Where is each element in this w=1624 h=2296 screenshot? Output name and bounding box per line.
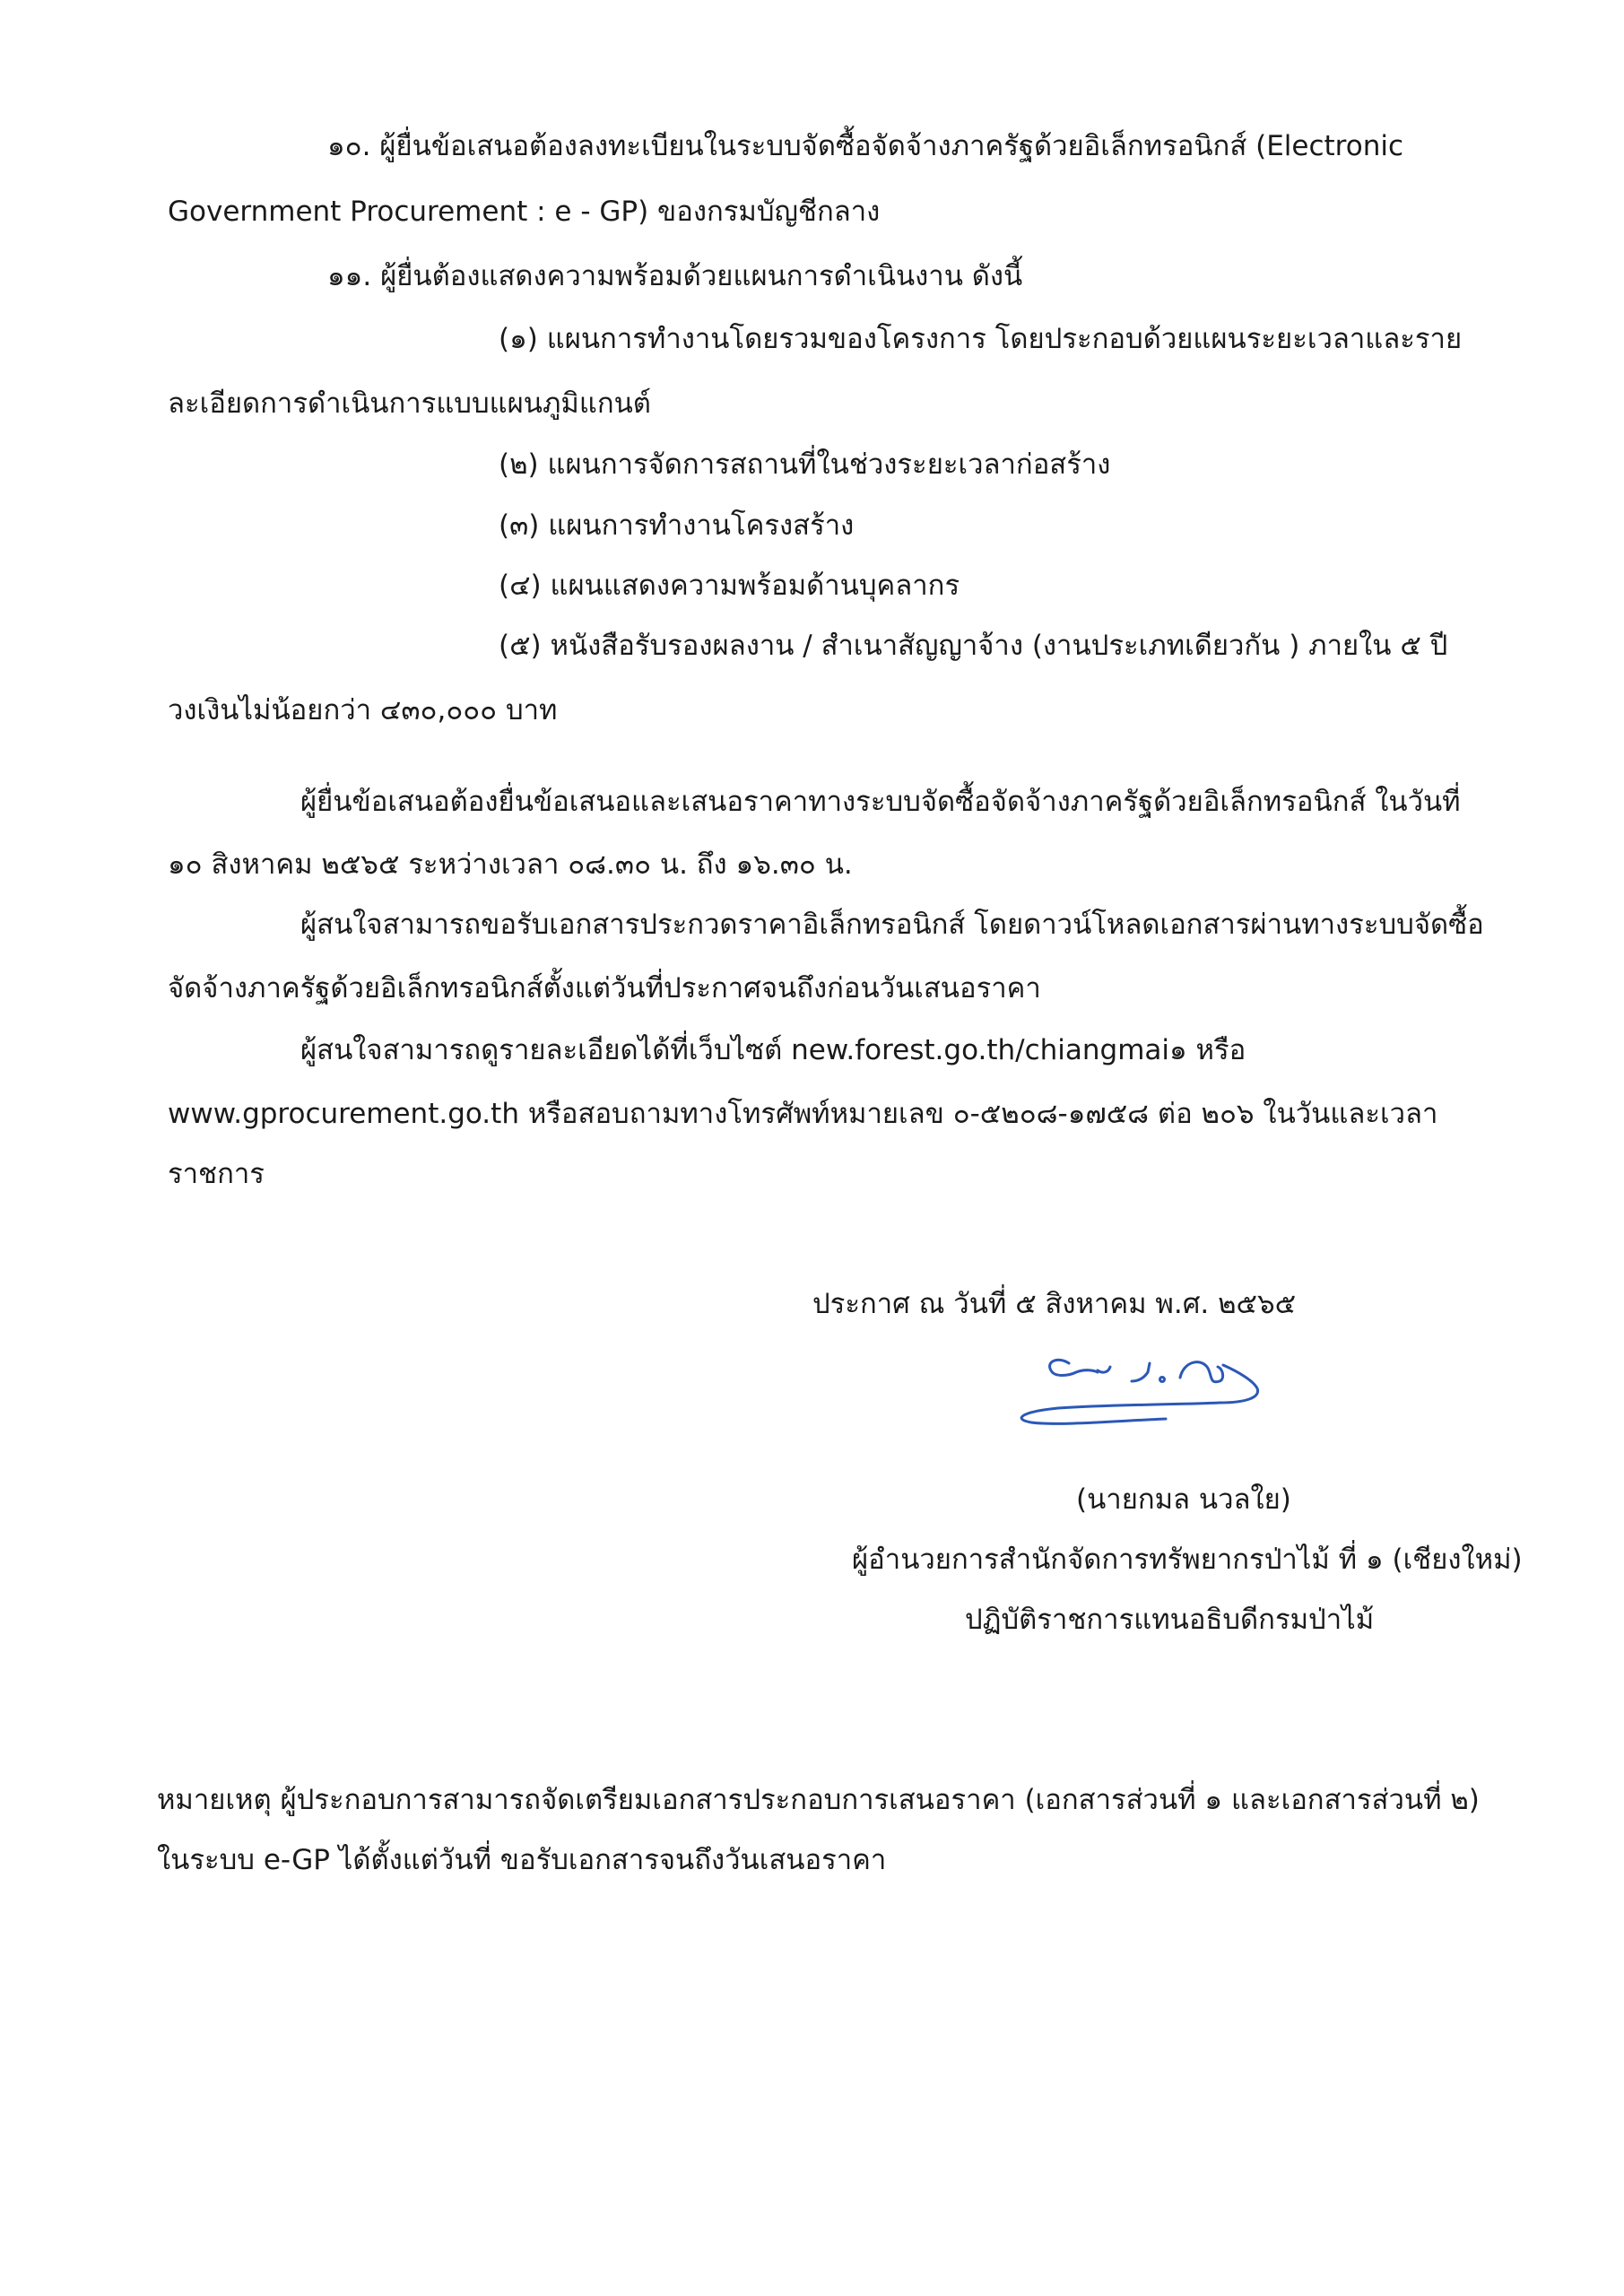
contact-info-line-3: ราชการ <box>168 1158 265 1190</box>
handwritten-signature <box>1004 1345 1309 1444</box>
bid-submission-line-1: ผู้ยื่นข้อเสนอต้องยื่นข้อเสนอและเสนอราคาทางระบบจัดซื้อจัดจ้างภาครัฐด้วยอิเล็กทรอนิกส์ ในวันที่ <box>300 786 1461 818</box>
signer-name: (นายกมล นวลใย) <box>1076 1483 1291 1516</box>
sub-item-1-line-1: (๑) แผนการทำงานโดยรวมของโครงการ โดยประกอบด้วยแผนระยะเวลาและราย <box>499 323 1463 355</box>
item-10-line-2: Government Procurement : e - GP) ของกรมบัญชีกลาง <box>168 196 881 228</box>
document-request-line-2: จัดจ้างภาครัฐด้วยอิเล็กทรอนิกส์ตั้งแต่วันที่ประกาศจนถึงก่อนวันเสนอราคา <box>168 972 1041 1004</box>
item-10-line-1: ๑๐. ผู้ยื่นข้อเสนอต้องลงทะเบียนในระบบจัดซื้อจัดจ้างภาครัฐด้วยอิเล็กทรอนิกส์ (Electronic <box>327 130 1403 162</box>
contact-info-line-2: www.gprocurement.go.th หรือสอบถามทางโทรศัพท์หมายเลข ๐-๕๒๐๘-๑๗๕๘ ต่อ ๒๐๖ ในวันและเวลา <box>168 1098 1438 1130</box>
item-11: ๑๑. ผู้ยื่นต้องแสดงความพร้อมด้วยแผนการดำเนินงาน ดังนี้ <box>327 260 1023 292</box>
remark-line-1: หมายเหตุ ผู้ประกอบการสามารถจัดเตรียมเอกสารประกอบการเสนอราคา (เอกสารส่วนที่ ๑ และเอกสารส่วนที่ ๒) <box>157 1784 1480 1816</box>
announcement-date: ประกาศ ณ วันที่ ๕ สิงหาคม พ.ศ. ๒๕๖๕ <box>812 1288 1297 1320</box>
remark-line-2: ในระบบ e-GP ได้ตั้งแต่วันที่ ขอรับเอกสารจนถึงวันเสนอราคา <box>157 1844 887 1876</box>
document-request-line-1: ผู้สนใจสามารถขอรับเอกสารประกวดราคาอิเล็กทรอนิกส์ โดยดาวน์โหลดเอกสารผ่านทางระบบจัดซื้อ <box>300 909 1484 941</box>
contact-info-line-1: ผู้สนใจสามารถดูรายละเอียดได้ที่เว็บไซต์ new.forest.go.th/chiangmai๑ หรือ <box>300 1034 1246 1066</box>
sub-item-5-line-2: วงเงินไม่น้อยกว่า ๔๓๐,๐๐๐ บาท <box>168 694 558 726</box>
bid-submission-line-2: ๑๐ สิงหาคม ๒๕๖๕ ระหว่างเวลา ๐๘.๓๐ น. ถึง ๑๖.๓๐ น. <box>168 848 853 881</box>
sub-item-4: (๔) แผนแสดงความพร้อมด้านบุคลากร <box>499 570 960 602</box>
sub-item-3: (๓) แผนการทำงานโครงสร้าง <box>499 509 855 542</box>
sub-item-5-line-1: (๕) หนังสือรับรองผลงาน / สำเนาสัญญาจ้าง (งานประเภทเดียวกัน ) ภายใน ๕ ปี <box>499 630 1448 662</box>
sub-item-1-line-2: ละเอียดการดำเนินการแบบแผนภูมิแกนต์ <box>168 387 651 420</box>
signer-acting-title: ปฏิบัติราชการแทนอธิบดีกรมป่าไม้ <box>965 1604 1375 1636</box>
sub-item-2: (๒) แผนการจัดการสถานที่ในช่วงระยะเวลาก่อสร้าง <box>499 448 1111 481</box>
signer-title: ผู้อำนวยการสำนักจัดการทรัพยากรป่าไม้ ที่ ๑ (เชียงใหม่) <box>852 1544 1523 1576</box>
